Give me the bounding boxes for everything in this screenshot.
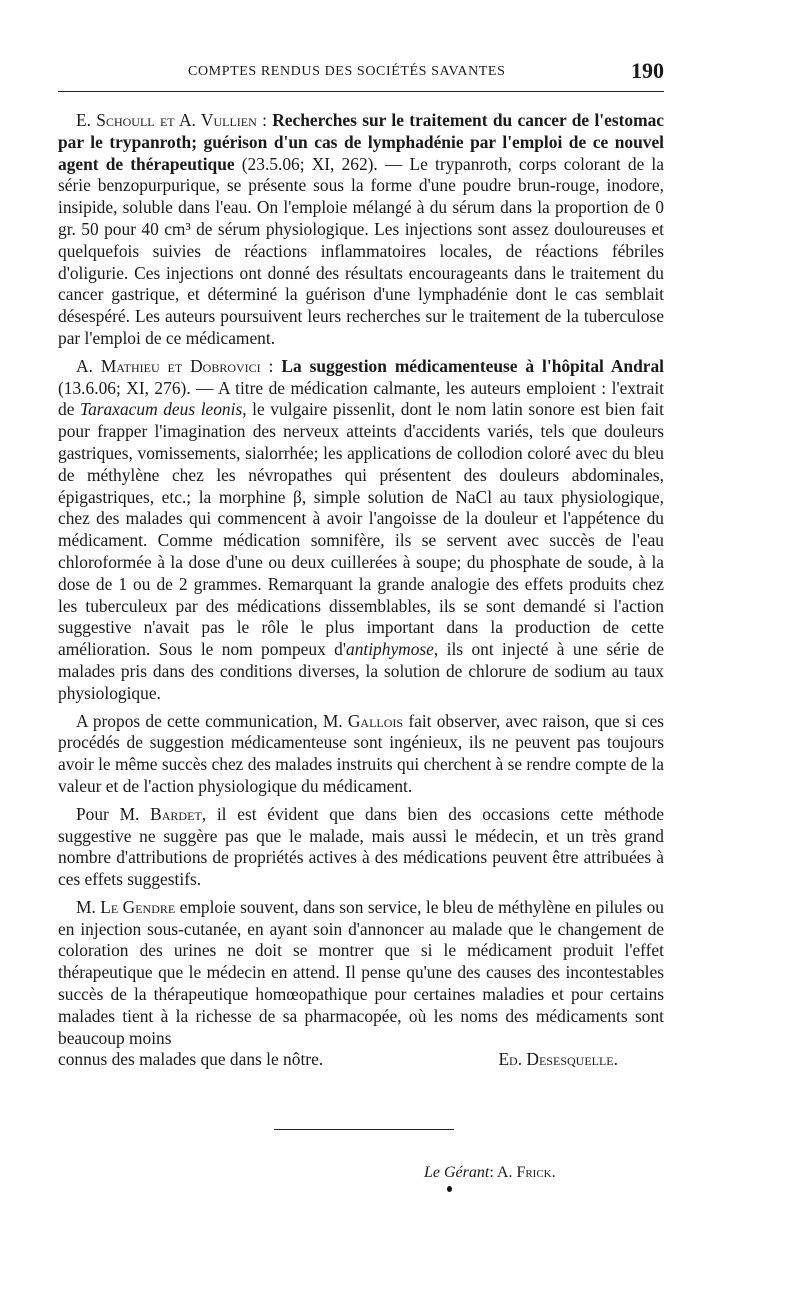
comment-le-gendre xyxy=(58,897,664,1050)
gerant-label: Le Gérant xyxy=(424,1164,490,1181)
authors: A. Mathieu et Dobrovici xyxy=(76,355,261,376)
article-body xyxy=(58,110,664,1071)
reference: (23.5.06; XI, 262). xyxy=(241,153,378,174)
authors: E. Schoull et A. Vullien xyxy=(76,110,257,130)
comment-text: A propos de cette communication, M. xyxy=(76,710,343,731)
speaker-name: Bardet xyxy=(150,803,202,824)
comment-text: fait observer, avec raison, que si ces procédés de suggestion médicamenteuse sont ingénieux, ils ne peuvent pas toujours avoir le même succès chez des malades instruits qui cherchent à se rendre compte de la valeur et de l'action physiologique du médicament. xyxy=(58,710,665,796)
comment-text: M. xyxy=(76,896,96,917)
abstract-title: Recherches sur le traitement du cancer de l'estomac par le trypanroth; guérison d'un cas de lymphadénie par l'emploi de ce nouvel agent de thérapeutique xyxy=(58,110,664,174)
abstract-text: , le vulgaire pissenlit, dont le nom latin sonore est bien fait pour frapper l'imagination des nerveux atteints d'accidents variés, tels que douleurs gastriques, vomissements, sialorrhée; les applications de collodion coloré avec du bleu de méthylène chez les névropathes qui présentent des douleurs abdominales, épigastriques, etc.; la morphine β, simple solution de NaCl au taux physiologique, chez des malades qui commencent à avoir l'angoisse de la douleur et l'appétence du médicament. Comme médication somnifère, ils se servent avec succès de l'eau chloroformée à la dose d'une ou deux cuillerées à soupe; du phosphate de soude, à la dose de 1 ou de 2 grammes. Remarquant la grande analogie des effets produits chez les tuberculeux par des médications dissemblables, ils se sont demandé si l'action suggestive n'avait pas le rôle le plus important dans la production de cette amélioration. Sous le nom pompeux d' xyxy=(58,399,664,660)
gerant-line xyxy=(424,1164,556,1182)
header-title: COMPTES RENDUS DES SOCIÉTÉS SAVANTES xyxy=(188,64,506,79)
comment-text: connus des malades que dans le nôtre. xyxy=(58,1049,324,1070)
abstract-mathieu-dobrovici: A. Mathieu et Dobrovici : La suggestion médicamenteuse à l'hôpital Andral (13.6.06; XI, 276). — A titre de médication calmante, les auteurs emploient : l'extrait de Taraxacum deus leonis, le vulgaire pissenlit, dont le nom latin sonore est bien fait pour frapper l'imagination des nerveux atteints d'accidents variés, tels que douleurs gastriques, vomissements, sialorrhée; les applications de collodion coloré avec du bleu de méthylène chez les névropathes qui présentent des douleurs abdominales, épigastriques, etc.; la morphine β, simple solution de NaCl au taux physiologique, chez des malades qui commencent à avoir l'angoisse de la douleur et l'appétence du médicament. Comme médication somnifère, ils se servent avec succès de l'eau chloroformée à la dose d'une ou deux cuillerées à soupe; du phosphate de soude, à la dose de 1 ou de 2 grammes. Remarquant la grande analogie des effets produits chez les tuberculeux par des médications dissemblables, ils se sont demandé si l'action suggestive n'avait pas le rôle le plus important dans la production de cette amélioration. Sous le nom pompeux d'antiphymose, ils ont injecté à une série de malades pris dans des conditions diverses, la solution de chlorure de sodium au taux physiologique. xyxy=(58,355,664,703)
closing-line xyxy=(58,1049,664,1071)
speaker-name: Le Gendre xyxy=(100,896,176,917)
comment-text: , il est évident que dans bien des occasions cette méthode suggestive ne suggère pas que le malade, mais aussi le médecin, et un très grand nombre d'attributions de propriétés actives à des médications peuvent être attribuées à ces effets suggestifs. xyxy=(58,803,664,890)
comment-text: emploie souvent, dans son service, le bleu de méthylène en pilules ou en injection sous-cutanée, en ayant soin d'annoncer au malade que le changement de coloration des urines ne doit se montrer que si le médicament produit l'effet thérapeutique que le médecin en attend. Il pense qu'une des causes des incontestables succès de la thérapeutique homœopathique pour certaines maladies et pour certains malades tient à la richesse de sa pharmacopée, où les noms des médicaments sont beaucoup moins xyxy=(58,896,664,1048)
abstract-text: , ils ont injecté à une série de malades pris dans des conditions diverses, la solution de chlorure de sodium au taux physiologique. xyxy=(58,639,664,703)
abstract-schoull-vullien: E. Schoull et A. Vullien : Recherches sur le traitement du cancer de l'estomac par le trypanroth; guérison d'un cas de lymphadénie par l'emploi de ce nouvel agent de thérapeutique (23.5.06; XI, 262). — Le trypanroth, corps colorant de la série benzopurpurique, se présente sous la forme d'une poudre brun-rouge, inodore, insipide, soluble dans l'eau. On l'emploie mélangé à du sérum dans la proportion de 0 gr. 50 pour 40 cm³ de sérum physiologique. Les injections sont assez douloureuses et quelquefois suivies de réactions inflammatoires locales, de réactions fébriles d'oligurie. Ces injections ont donné des résultats encourageants dans le traitement du cancer gastrique, et déterminé la guérison d'une lymphadénie dont le cas semblait désespéré. Les auteurs poursuivent leurs recherches sur le traitement de la tuberculose par l'emploi de ce médicament. xyxy=(58,110,664,348)
speaker-name: Gallois xyxy=(347,710,404,731)
abstract-title: La suggestion médicamenteuse à l'hôpital Andral xyxy=(281,355,664,376)
drug-name: antiphymose xyxy=(346,639,434,660)
reference: (13.6.06; XI, 276). xyxy=(58,377,191,398)
comment-gallois xyxy=(58,711,664,798)
running-header xyxy=(58,58,664,88)
abstract-text: — A titre de médication calmante, les auteurs emploient : l'extrait de xyxy=(58,377,664,420)
abstract-text: — Le trypanroth, corps colorant de la série benzopurpurique, se présente sous la forme d'une poudre brun-rouge, inodore, insipide, soluble dans l'eau. On l'emploie mélangé à du sérum dans la proportion de 0 gr. 50 pour 40 cm³ de sérum physiologique. Les injections sont assez douloureuses et quelquefois suivies de réactions inflammatoires locales, de réactions fébriles d'oligurie. Ces injections ont donné des résultats encourageants dans le traitement du cancer gastrique, et déterminé la guérison d'une lymphadénie dont le cas semblait désespéré. Les auteurs poursuivent leurs recherches sur le traitement de la tuberculose par l'emploi de ce médicament. xyxy=(58,153,664,348)
plant-name: Taraxacum deus leonis xyxy=(80,399,243,420)
header-rule xyxy=(58,91,664,92)
section-separator xyxy=(274,1129,454,1130)
print-mark xyxy=(447,1186,452,1192)
page-number: 190 xyxy=(631,58,664,83)
comment-text: Pour M. xyxy=(76,803,140,824)
comment-bardet xyxy=(58,804,664,891)
signature: Ed. Desesquelle. xyxy=(498,1049,618,1070)
gerant-name: : A. Frick. xyxy=(489,1164,556,1181)
